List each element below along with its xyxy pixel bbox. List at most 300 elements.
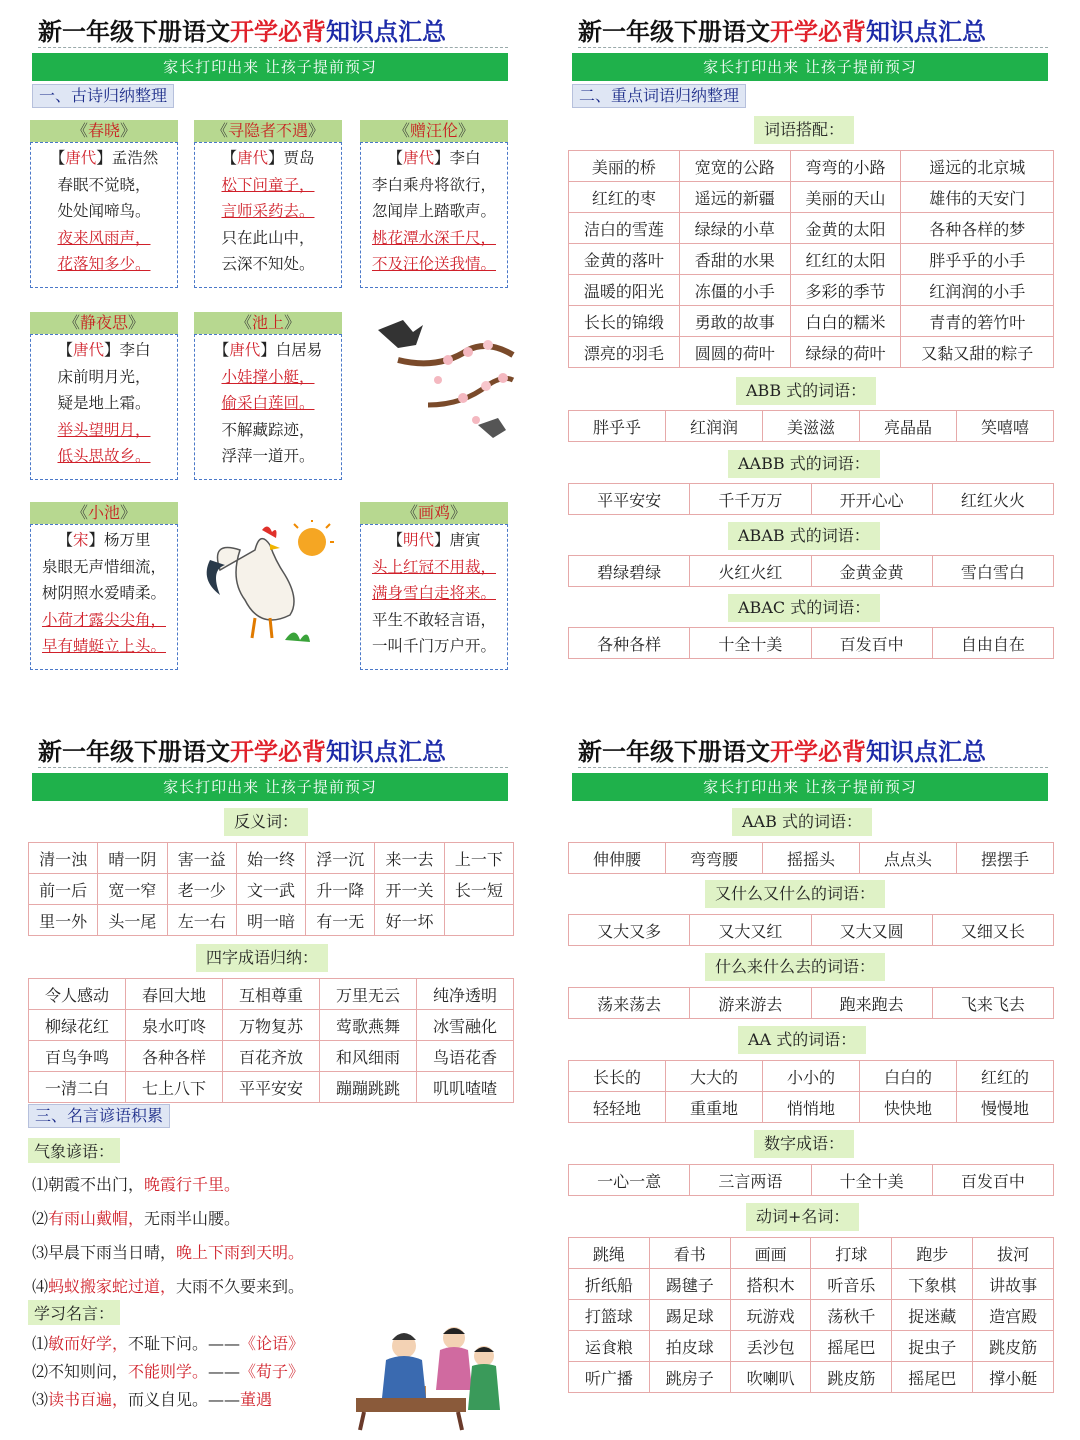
poem-line: 树阴照水爱晴柔。 [41, 584, 166, 602]
table-cell: 伸伸腰 [569, 843, 666, 874]
table-cell: 白白的糯米 [790, 306, 901, 337]
table-cell: 跳皮筋 [811, 1362, 892, 1393]
table-cell: 红润润 [666, 411, 763, 442]
table-cell: 和风细雨 [320, 1041, 417, 1072]
table-cell: 大大的 [666, 1061, 763, 1092]
poem-line: 疑是地上霜。 [57, 394, 151, 412]
idiom-label: 四字成语归纳： [196, 944, 328, 972]
table-row [569, 556, 1054, 587]
quote-part: ⑴ [32, 1334, 49, 1353]
proverb-line [32, 1270, 304, 1304]
bracket: 】 [104, 341, 120, 359]
poem-author-line [364, 145, 504, 172]
table-cell: 自由自在 [932, 628, 1053, 659]
table-cell: 红红的 [957, 1061, 1054, 1092]
table-cell: 捉迷藏 [892, 1300, 973, 1331]
table-row [569, 915, 1054, 946]
table-cell: 百发百中 [811, 628, 932, 659]
table-cell: 重重地 [666, 1092, 763, 1123]
scholars-illustration [346, 1320, 506, 1432]
table-cell: 十全十美 [690, 628, 811, 659]
poem-line: 李白乘舟将欲行， [371, 175, 496, 194]
table-cell: 开一关 [375, 874, 444, 905]
poem-author: 唐寅 [449, 531, 481, 549]
poem-line: 不解藏踪迹， [221, 420, 315, 439]
table-cell: 叽叽喳喳 [417, 1072, 514, 1103]
table-cell: 冻僵的小手 [679, 275, 790, 306]
table-cell: 跑步 [892, 1238, 973, 1269]
poem-line: 偷采白莲回。 [221, 394, 315, 412]
table-row [29, 1041, 514, 1072]
table-cell: 三言两语 [690, 1165, 811, 1196]
table-row [29, 843, 514, 874]
yy-label: 又什么又什么的词语： [705, 880, 885, 908]
table-row [569, 411, 1054, 442]
table-cell: 金黄的太阳 [790, 213, 901, 244]
poem-author: 杨万里 [104, 531, 151, 549]
aabb-table [568, 483, 1054, 515]
poem-title-text: 寻隐者不遇 [227, 121, 308, 140]
poem-line: 不及汪伦送我情。 [371, 255, 496, 273]
poem-title-text: 画鸡 [417, 503, 450, 522]
quote-source: 《荀子》 [240, 1362, 305, 1381]
table-cell: 摇尾巴 [892, 1362, 973, 1393]
table-cell: 平平安安 [223, 1072, 320, 1103]
table-cell: 拍皮球 [649, 1331, 730, 1362]
table-cell: 温暖的阳光 [569, 275, 680, 306]
poem-line: 一叫千门万户开。 [371, 637, 496, 655]
table-row [569, 213, 1054, 244]
table-cell: 又大又多 [569, 915, 690, 946]
table-cell: 造宫殿 [973, 1300, 1054, 1331]
poem-dynasty: 明代 [402, 531, 434, 549]
poem-author-line [34, 337, 174, 364]
table-cell: 踢足球 [649, 1300, 730, 1331]
abb-label: ABB 式的词语： [736, 377, 876, 405]
poem-bracket: 》 [308, 121, 325, 140]
poem-title [360, 502, 508, 524]
table-cell: 升一降 [306, 874, 375, 905]
table-cell: 好一坏 [375, 905, 444, 936]
table-cell: 运食粮 [569, 1331, 650, 1362]
antonym-label: 反义词： [224, 808, 308, 836]
poem-line: 泉眼无声惜细流， [41, 557, 166, 576]
poem-body [194, 142, 342, 288]
table-row [569, 244, 1054, 275]
table-cell: 下象棋 [892, 1269, 973, 1300]
abac-table [568, 627, 1054, 659]
banner: 家长打印出来 让孩子提前预习 [572, 773, 1048, 801]
banner: 家长打印出来 让孩子提前预习 [32, 53, 508, 81]
poem-title [30, 312, 178, 334]
quote-label: 学习名言： [28, 1300, 120, 1325]
poem-card [30, 120, 178, 290]
num-label: 数字成语： [754, 1130, 854, 1158]
poem-title-text: 池上 [251, 313, 284, 332]
poem-author: 李白 [119, 341, 151, 359]
bracket: 】 [268, 149, 284, 167]
quote-highlight: 敏而好学， [48, 1334, 129, 1353]
poem-author-line [34, 527, 174, 554]
bracket: 【 [57, 531, 73, 549]
poem-line: 小荷才露尖尖角， [41, 610, 166, 629]
table-cell: 美丽的桥 [569, 151, 680, 182]
table-cell: 跑来跑去 [811, 988, 932, 1019]
table-cell: 红红的太阳 [790, 244, 901, 275]
table-cell: 晴一阴 [98, 843, 167, 874]
table-cell: 红润润的小手 [901, 275, 1054, 306]
quote-part: 不耻下问。—— [128, 1334, 241, 1353]
table-cell: 多彩的季节 [790, 275, 901, 306]
poem-dynasty: 唐代 [402, 149, 434, 167]
table-cell: 清一浊 [29, 843, 98, 874]
study-quotes [32, 1330, 304, 1414]
table-cell: 讲故事 [973, 1269, 1054, 1300]
table-cell: 吹喇叭 [730, 1362, 811, 1393]
aab-label: AAB 式的词语： [732, 808, 872, 836]
table-cell: 绿绿的荷叶 [790, 337, 901, 368]
poem-bracket: 《 [71, 121, 88, 140]
table-cell: 七上八下 [126, 1072, 223, 1103]
table-cell: 玩游戏 [730, 1300, 811, 1331]
lq-table [568, 987, 1054, 1019]
quote-source: 董遇 [240, 1390, 273, 1409]
proverb-part: 无雨半山腰。 [144, 1209, 241, 1228]
table-cell: 跳房子 [649, 1362, 730, 1393]
table-cell: 飞来飞去 [932, 988, 1053, 1019]
table-cell: 各种各样 [126, 1041, 223, 1072]
poem-line: 举头望明月， [57, 420, 151, 439]
table-cell: 亮晶晶 [860, 411, 957, 442]
quote-highlight: 不能则学。 [128, 1362, 209, 1381]
table-cell: 百花齐放 [223, 1041, 320, 1072]
table-row [569, 306, 1054, 337]
table-row [569, 988, 1054, 1019]
table-cell: 游来游去 [690, 988, 811, 1019]
quote-line [32, 1330, 304, 1358]
table-cell: 遥远的新疆 [679, 182, 790, 213]
table-cell: 百鸟争鸣 [29, 1041, 126, 1072]
section-heading: 二、重点词语归纳整理 [572, 84, 746, 108]
table-cell: 雪白雪白 [932, 556, 1053, 587]
proverb-highlight: 有雨山戴帽， [48, 1209, 145, 1228]
bracket: 】 [434, 531, 450, 549]
poem-card [30, 312, 178, 482]
table-cell: 红红的枣 [569, 182, 680, 213]
poem-body [30, 142, 178, 288]
table-cell: 快快地 [860, 1092, 957, 1123]
poem-dynasty: 唐代 [72, 341, 104, 359]
poem-card [360, 502, 508, 672]
table-row [569, 1061, 1054, 1092]
lq-label: 什么来什么去的词语： [705, 953, 885, 981]
poem-bracket: 《 [71, 503, 88, 522]
table-cell: 上一下 [444, 843, 513, 874]
table-cell: 始一终 [236, 843, 305, 874]
table-cell: 百发百中 [932, 1165, 1053, 1196]
poem-bracket: 》 [458, 121, 475, 140]
banner: 家长打印出来 让孩子提前预习 [32, 773, 508, 801]
poem-author-line [364, 527, 504, 554]
weather-proverbs [32, 1168, 304, 1304]
poem-title [194, 120, 342, 142]
table-cell: 蹦蹦跳跳 [320, 1072, 417, 1103]
table-cell: 听音乐 [811, 1269, 892, 1300]
table-cell: 来一去 [375, 843, 444, 874]
table-cell: 小小的 [763, 1061, 860, 1092]
table-cell: 各种各样的梦 [901, 213, 1054, 244]
proverb-part: ⑴朝霞不出门， [32, 1175, 145, 1194]
poem-line: 床前明月光， [57, 367, 151, 386]
bracket: 【 [57, 341, 73, 359]
poem-line: 夜来风雨声， [57, 228, 151, 247]
table-cell: 跳皮筋 [973, 1331, 1054, 1362]
table-cell: 摇尾巴 [811, 1331, 892, 1362]
table-cell: 洁白的雪莲 [569, 213, 680, 244]
poem-card [30, 502, 178, 672]
table-cell: 浮一沉 [306, 843, 375, 874]
table-row [569, 1165, 1054, 1196]
poem-author: 白居易 [275, 341, 323, 359]
table-row [569, 1362, 1054, 1393]
table-cell: 弯弯的小路 [790, 151, 901, 182]
table-cell: 笑嘻嘻 [957, 411, 1054, 442]
poem-line: 头上红冠不用裁， [371, 557, 496, 576]
table-cell: 看书 [649, 1238, 730, 1269]
poem-title [30, 502, 178, 524]
table-cell: 听广播 [569, 1362, 650, 1393]
table-cell: 明一暗 [236, 905, 305, 936]
aab-table [568, 842, 1054, 874]
table-row [569, 275, 1054, 306]
table-cell: 勇敢的故事 [679, 306, 790, 337]
table-row [569, 1238, 1054, 1269]
proverb-line [32, 1168, 304, 1202]
poem-card [194, 120, 342, 290]
bracket: 】 [434, 149, 450, 167]
poem-author: 孟浩然 [111, 149, 159, 167]
table-cell: 长一短 [444, 874, 513, 905]
table-row [569, 628, 1054, 659]
proverb-highlight: 晚上下雨到天明。 [176, 1243, 305, 1262]
table-cell: 柳绿花红 [29, 1010, 126, 1041]
poem-line: 低头思故乡。 [57, 447, 151, 465]
quote-highlight: 读书百遍， [48, 1390, 129, 1409]
panel-poems [0, 0, 540, 720]
table-cell: 开开心心 [811, 484, 932, 515]
table-cell: 文一武 [236, 874, 305, 905]
aabb-label: AABB 式的词语： [728, 450, 880, 478]
poem-body [30, 524, 178, 670]
table-cell: 万物复苏 [223, 1010, 320, 1041]
table-cell: 冰雪融化 [417, 1010, 514, 1041]
poem-author: 贾岛 [283, 149, 315, 167]
table-cell: 莺歌燕舞 [320, 1010, 417, 1041]
poem-line: 春眠不觉晓， [57, 175, 151, 194]
poem-line: 小娃撑小艇， [221, 367, 315, 386]
table-cell: 绿绿的小草 [679, 213, 790, 244]
table-row [29, 979, 514, 1010]
table-cell: 圆圆的荷叶 [679, 337, 790, 368]
table-cell: 胖乎乎 [569, 411, 666, 442]
table-cell: 撑小艇 [973, 1362, 1054, 1393]
poem-bracket: 》 [284, 313, 301, 332]
bracket: 【 [387, 149, 403, 167]
poem-title-text: 小池 [87, 503, 120, 522]
idiom-table [28, 978, 514, 1103]
table-cell: 胖乎乎的小手 [901, 244, 1054, 275]
poem-line: 桃花潭水深千尺， [371, 228, 496, 247]
table-cell: 漂亮的羽毛 [569, 337, 680, 368]
section-heading: 一、古诗归纳整理 [32, 84, 174, 108]
rooster-illustration [200, 520, 335, 650]
table-cell: 摆摆手 [957, 843, 1054, 874]
poem-author: 李白 [449, 149, 481, 167]
table-row [569, 1269, 1054, 1300]
table-cell: 老一少 [167, 874, 236, 905]
poem-dynasty: 唐代 [65, 149, 97, 167]
table-cell: 互相尊重 [223, 979, 320, 1010]
table-cell: 美丽的天山 [790, 182, 901, 213]
proverb-line [32, 1202, 304, 1236]
table-cell: 火红火红 [690, 556, 811, 587]
proverb-highlight: 晚霞行千里。 [144, 1175, 241, 1194]
table-cell: 宽宽的公路 [679, 151, 790, 182]
table-row [29, 1072, 514, 1103]
poem-title [30, 120, 178, 142]
table-cell: 搭积木 [730, 1269, 811, 1300]
table-cell: 摇摇头 [763, 843, 860, 874]
table-cell: 碧绿碧绿 [569, 556, 690, 587]
table-row [569, 337, 1054, 368]
table-row [29, 905, 514, 936]
table-cell: 万里无云 [320, 979, 417, 1010]
page-title: 新一年级下册语文开学必背知识点汇总 [38, 12, 508, 48]
poem-bracket: 》 [450, 503, 467, 522]
poem-bracket: 》 [120, 503, 137, 522]
table-cell: 头一尾 [98, 905, 167, 936]
table-row [29, 874, 514, 905]
poem-line: 平生不敢轻言语， [371, 610, 496, 629]
table-cell: 害一益 [167, 843, 236, 874]
table-cell: 丢沙包 [730, 1331, 811, 1362]
table-cell: 慢慢地 [957, 1092, 1054, 1123]
poem-title [360, 120, 508, 142]
table-cell: 金黄的落叶 [569, 244, 680, 275]
bracket: 【 [221, 149, 237, 167]
table-cell: 点点头 [860, 843, 957, 874]
poem-card [194, 312, 342, 482]
table-cell: 青青的箬竹叶 [901, 306, 1054, 337]
collocation-table [568, 150, 1054, 368]
poem-author-line [198, 337, 338, 364]
abab-label: ABAB 式的词语： [728, 522, 880, 550]
poem-dynasty: 宋 [72, 531, 89, 549]
poem-card [360, 120, 508, 290]
quote-source: 《论语》 [240, 1334, 305, 1353]
poem-bracket: 《 [235, 313, 252, 332]
table-cell: 一心一意 [569, 1165, 690, 1196]
table-cell: 一清二白 [29, 1072, 126, 1103]
vn-label: 动词+名词： [746, 1203, 859, 1231]
table-row [569, 484, 1054, 515]
table-cell: 平平安安 [569, 484, 690, 515]
poem-body [194, 334, 342, 480]
table-cell: 踢毽子 [649, 1269, 730, 1300]
poem-line: 浮萍一道开。 [221, 447, 315, 465]
weather-label: 气象谚语： [28, 1138, 120, 1163]
bracket: 】 [260, 341, 276, 359]
table-cell: 荡来荡去 [569, 988, 690, 1019]
table-cell: 白白的 [860, 1061, 957, 1092]
section-heading: 三、名言谚语积累 [28, 1104, 170, 1128]
quote-line [32, 1386, 304, 1414]
table-row [569, 843, 1054, 874]
table-cell: 折纸船 [569, 1269, 650, 1300]
table-cell: 又细又长 [932, 915, 1053, 946]
table-cell: 左一右 [167, 905, 236, 936]
table-cell: 遥远的北京城 [901, 151, 1054, 182]
bracket: 【 [49, 149, 66, 167]
bracket: 】 [96, 149, 112, 167]
proverb-part: ⑶早晨下雨当日晴， [32, 1243, 177, 1262]
poem-line: 花落知多少。 [57, 255, 151, 273]
table-cell: 千千万万 [690, 484, 811, 515]
bracket: 【 [387, 531, 403, 549]
poem-line: 早有蜻蜓立上头。 [41, 637, 166, 655]
table-cell: 画画 [730, 1238, 811, 1269]
poem-bracket: 《 [63, 313, 80, 332]
table-cell: 悄悄地 [763, 1092, 860, 1123]
poem-bracket: 》 [128, 313, 145, 332]
page-title: 新一年级下册语文开学必背知识点汇总 [578, 732, 1048, 768]
proverb-part: 大雨不久要来到。 [176, 1277, 305, 1296]
table-cell: 长长的 [569, 1061, 666, 1092]
poem-title-text: 赠汪伦 [409, 121, 458, 140]
table-cell: 打篮球 [569, 1300, 650, 1331]
abb-table [568, 410, 1054, 442]
table-cell: 里一外 [29, 905, 98, 936]
banner: 家长打印出来 让孩子提前预习 [572, 53, 1048, 81]
poem-dynasty: 唐代 [236, 149, 268, 167]
quote-part: 而义自见。—— [128, 1390, 241, 1409]
bracket: 【 [213, 341, 230, 359]
aa-table [568, 1060, 1054, 1123]
verb-noun-table [568, 1237, 1054, 1393]
poem-author-line [34, 145, 174, 172]
table-cell: 红红火火 [932, 484, 1053, 515]
aa-label: AA 式的词语： [738, 1026, 866, 1054]
poem-line: 言师采药去。 [221, 202, 315, 220]
poem-body [30, 334, 178, 480]
bird-branch-illustration [368, 310, 518, 450]
page-title: 新一年级下册语文开学必背知识点汇总 [578, 12, 1048, 48]
poem-dynasty: 唐代 [229, 341, 261, 359]
proverb-part: ⑷ [32, 1277, 49, 1296]
collocation-label: 词语搭配： [754, 116, 854, 144]
table-cell: 十全十美 [811, 1165, 932, 1196]
table-cell: 又大又圆 [811, 915, 932, 946]
table-cell: 香甜的水果 [679, 244, 790, 275]
table-cell: 又黏又甜的粽子 [901, 337, 1054, 368]
table-cell: 春回大地 [126, 979, 223, 1010]
quote-part: ⑵不知则问， [32, 1362, 129, 1381]
table-cell: 令人感动 [29, 979, 126, 1010]
poem-line: 松下问童子， [221, 175, 315, 194]
poem-author-line [198, 145, 338, 172]
poem-bracket: 《 [393, 121, 410, 140]
quote-part: ⑶ [32, 1390, 49, 1409]
